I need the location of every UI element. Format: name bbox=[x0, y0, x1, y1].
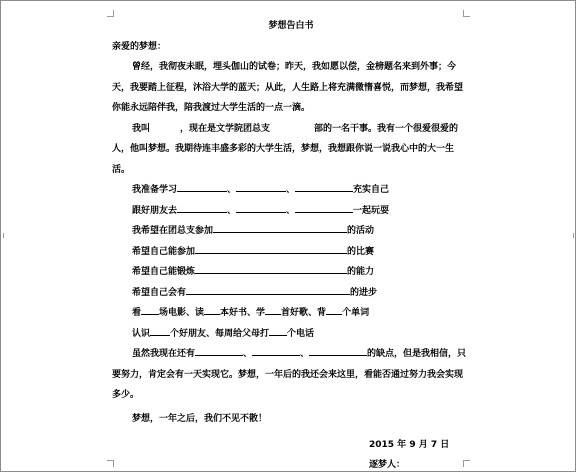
text-join-activity: 我希望在团总支参加 bbox=[132, 226, 214, 236]
text-join-competition: 希望自己能参加 bbox=[132, 246, 196, 257]
text-train: 希望自己能锻炼 bbox=[132, 267, 196, 277]
line-friends-plan bbox=[112, 201, 470, 222]
blank-progress bbox=[186, 283, 350, 295]
text-shortcoming-rest: 的缺点，但是我相信，只要努力，肯定会有一天实现它。梦想，一年后的我还会来这里，看能否通过努力我会实现多少。 bbox=[112, 349, 467, 400]
line-progress bbox=[112, 283, 470, 304]
margin-mark-left bbox=[1, 233, 4, 238]
text-watch: 看 bbox=[132, 308, 142, 318]
text-progress-hope: 希望自己会有 bbox=[132, 287, 187, 298]
greeting: 亲爱的梦想： bbox=[112, 42, 167, 52]
text-activity: 的活动 bbox=[347, 226, 375, 236]
text-play-together: 一起玩耍 bbox=[353, 205, 390, 216]
text-self-intro-rest: 部的一名干事。我有一个很爱很爱的人，他叫梦想。我期待连丰盛多彩的大学生活，梦想，我想跟你说一说我心中的大一生活。 bbox=[112, 123, 459, 175]
blank-shortcoming-2 bbox=[252, 344, 300, 356]
separator-comma: 、 bbox=[286, 185, 296, 195]
blank-movies bbox=[141, 303, 159, 315]
text-study-plan: 我准备学习 bbox=[132, 185, 178, 195]
separator-comma: 、 bbox=[300, 349, 310, 359]
text-my-name-is: 我叫 bbox=[132, 123, 151, 134]
line-reading-goals bbox=[112, 303, 470, 324]
blank-competition bbox=[195, 242, 347, 254]
text-competition: 的比赛 bbox=[347, 246, 375, 257]
blank-friends-1 bbox=[177, 201, 227, 213]
text-books-learn: 本好书、学 bbox=[220, 308, 266, 318]
line-join-activity bbox=[112, 221, 470, 242]
signature-label: 逐梦人： bbox=[369, 460, 406, 470]
separator-comma: 、 bbox=[227, 205, 237, 216]
line-friends-calls bbox=[112, 324, 470, 345]
text-progress: 的进步 bbox=[350, 287, 378, 298]
closing-line: 梦想，一年之后，我们不见不散！ bbox=[132, 413, 268, 424]
paragraph-shortcomings bbox=[112, 344, 470, 406]
blank-study-3 bbox=[295, 180, 353, 192]
separator-comma: 、 bbox=[286, 205, 296, 216]
text-words: 个单词 bbox=[342, 308, 370, 318]
document-title: 梦想告白书 bbox=[268, 21, 314, 31]
text-with-friends: 跟好朋友去 bbox=[132, 205, 178, 216]
paragraph-intro: 曾经，我彻夜未眠，埋头伽山的试卷；昨天，我如愿以偿，金榜题名来到外事；今天，我要踏上征程，沐浴大学的蓝天；从此，人生路上将充满微惰喜悦，而梦想，我希望你能永远陪伴我，陪我渡过大学生活的一点一滴。 bbox=[112, 62, 464, 113]
blank-songs bbox=[265, 303, 281, 315]
blank-friends-count bbox=[150, 324, 170, 336]
blank-books bbox=[204, 303, 220, 315]
line-train-ability bbox=[112, 262, 470, 283]
blank-friends-3 bbox=[295, 201, 353, 213]
text-college-position: ，现在是文学院团总支 bbox=[180, 123, 271, 134]
blank-study-2 bbox=[236, 180, 286, 192]
text-meet: 认识 bbox=[132, 328, 151, 339]
blank-shortcoming-1 bbox=[195, 344, 243, 356]
text-ability: 的能力 bbox=[347, 267, 375, 277]
blank-calls bbox=[269, 324, 287, 336]
document-body bbox=[112, 16, 470, 472]
letter-date: 2015 年 9 月 7 日 bbox=[369, 440, 450, 450]
blank-ability bbox=[195, 262, 347, 274]
blank-friends-2 bbox=[236, 201, 286, 213]
line-competition bbox=[112, 242, 470, 263]
text-shortcoming-intro: 虽然我现在还有 bbox=[132, 349, 196, 359]
blank-study-1 bbox=[177, 180, 227, 192]
text-calls: 个电话 bbox=[287, 328, 315, 339]
separator-comma: 、 bbox=[227, 185, 237, 195]
line-study-plan bbox=[112, 180, 470, 201]
text-songs-recite: 首好歌、背 bbox=[281, 308, 327, 318]
blank-shortcoming-3 bbox=[309, 344, 367, 356]
text-enrich-self: 充实自己 bbox=[353, 185, 390, 195]
separator-comma: 、 bbox=[243, 349, 253, 359]
blank-words bbox=[326, 303, 342, 315]
blank-activity bbox=[213, 221, 347, 233]
text-friends-call-parents: 个好朋友、每周给父母打 bbox=[170, 328, 270, 339]
paragraph-self-intro bbox=[112, 119, 470, 181]
text-movies-read: 场电影、读 bbox=[159, 308, 205, 318]
